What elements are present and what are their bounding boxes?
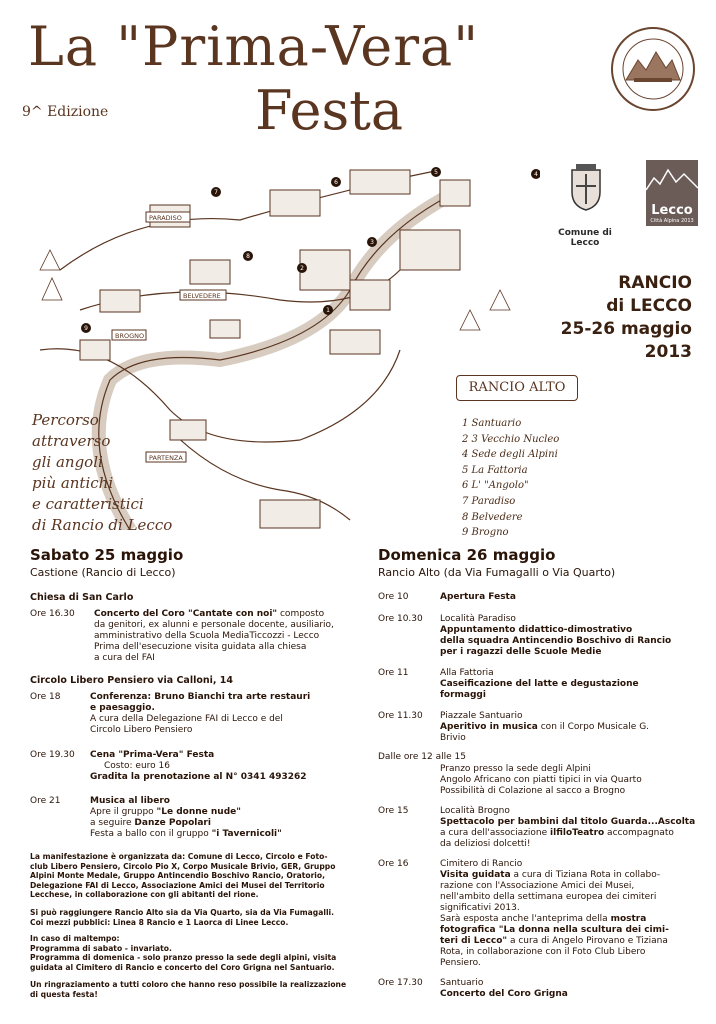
event-text: con il Corpo Musicale G. (537, 722, 650, 732)
place-line1: RANCIO (618, 273, 692, 293)
note-line: club Libero Pensiero, Circolo Pio X, Corpo Musicale Brivio, GER, Gruppo (30, 861, 336, 871)
event-title: Danze Popolari (134, 818, 211, 828)
sun-event-7 (378, 859, 698, 971)
map-label-paradiso: PARADISO (149, 214, 182, 222)
edition-label: 9^ Edizione (22, 104, 109, 120)
event-text: Apre il gruppo (90, 807, 157, 817)
note-line: La manifestazione è organizzata da: Comune di Lecco, Circolo e Foto- (30, 852, 328, 861)
event-title: fotografica "La donna nella scultura dei cimi- (440, 925, 669, 935)
event-time: Dalle ore 12 alle 15 (378, 752, 466, 762)
event-text: Brivio (440, 733, 466, 743)
event-title: Concerto del Coro "Cantate con noi" (94, 609, 278, 619)
event-text: a seguire (90, 818, 135, 828)
legend-item: 1 Santuario (462, 418, 522, 429)
transport-note (30, 908, 334, 927)
percorso-text (32, 410, 172, 536)
mountain-icon (646, 160, 698, 200)
sat-event-1 (30, 609, 360, 667)
event-text: da genitori, ex alunni e personale docente, ausiliario, (94, 620, 334, 630)
event-title: ilfiloTeatro (550, 828, 605, 838)
event-text: a cura di Tiziana Rota in collabo- (510, 870, 661, 880)
event-text: Rota, in collaborazione con il Foto Club Libero (440, 947, 646, 957)
map-number-4: 4 (534, 171, 538, 178)
percorso-line: e caratteristici (32, 495, 144, 513)
note-line: Un ringraziamento a tutti coloro che hanno reso possibile la realizzazione (30, 980, 347, 989)
event-text: a cura del FAI (94, 653, 155, 663)
percorso-line: di Rancio di Lecco (32, 516, 173, 534)
legend-item: 2 3 Vecchio Nucleo (462, 433, 560, 445)
event-time: Ore 11.30 (378, 711, 423, 721)
event-text: Piazzale Santuario (440, 711, 523, 721)
saturday-loc2: Circolo Libero Pensiero via Calloni, 14 (30, 675, 234, 686)
event-title: per i ragazzi delle Scuole Medie (440, 647, 602, 657)
map-number-1: 1 (326, 307, 330, 314)
sat-event-2 (30, 692, 360, 738)
event-title: e paesaggio. (90, 703, 155, 713)
event-text: Circolo Libero Pensiero (90, 725, 193, 735)
event-text: Festa a ballo con il gruppo (90, 829, 212, 839)
event-text: Sarà esposta anche l'anteprima della (440, 914, 611, 924)
legend-item: 4 Sede degli Alpini (462, 449, 558, 461)
legend-item: 5 La Fattoria (462, 464, 528, 476)
legend-item: 6 L' "Angolo" (462, 480, 529, 492)
event-time: Ore 21 (30, 796, 61, 806)
event-title: della squadra Antincendio Boschivo di Rancio (440, 636, 672, 646)
percorso-line: attraverso (32, 432, 111, 450)
event-text: Pensiero. (440, 958, 481, 968)
rancio-alto-title: RANCIO ALTO (456, 375, 578, 401)
event-time: Ore 15 (378, 806, 409, 816)
event-text: Cimitero di Rancio (440, 859, 523, 869)
event-title: Conferenza: Bruno Bianchi tra arte restauri (90, 692, 311, 702)
note-line: Coi mezzi pubblici: Linea 8 Rancio e 1 Laorca di Linee Lecco. (30, 917, 289, 927)
note-line: Programma di sabato - invariato. (30, 943, 172, 953)
sun-event-4 (378, 711, 698, 745)
weather-note (30, 934, 336, 972)
event-title: Appuntamento didattico-dimostrativo (440, 625, 633, 635)
event-text: a cura dell'associazione (440, 828, 551, 838)
sun-event-5 (378, 752, 698, 798)
thanks-note (30, 980, 346, 999)
event-text: composto (277, 609, 325, 619)
place-line4: 2013 (644, 342, 692, 362)
event-title: Cena "Prima-Vera" Festa (90, 750, 215, 760)
map-number-5: 5 (434, 169, 438, 176)
percorso-line: gli angoli (32, 453, 103, 471)
map-number-7: 7 (214, 189, 218, 196)
title-line2: Festa (255, 79, 404, 142)
sun-event-2 (378, 614, 698, 660)
comune-label: Comune di Lecco (558, 228, 612, 248)
lecco-logo-text: Lecco (651, 203, 693, 218)
note-line: Alpini Monte Medale, Gruppo Antincendio Boschivo Rancio, Oratorio, (30, 871, 326, 881)
event-title: Apertura Festa (440, 592, 516, 602)
event-time: Ore 17.30 (378, 978, 423, 988)
event-text: Prima dell'esecuzione visita guidata alla chiesa (94, 642, 307, 652)
event-text: nell'ambito della settimana europea dei cimiteri (440, 892, 657, 902)
event-title: Gradita la prenotazione al N° 0341 493262 (90, 772, 307, 782)
event-text: Località Paradiso (440, 614, 516, 624)
event-text: accompagnato (604, 828, 674, 838)
event-text: Alla Fattoria (440, 668, 494, 678)
saturday-location: Castione (Rancio di Lecco) (30, 566, 176, 579)
event-title: Visita guidata (440, 870, 511, 880)
event-text: Santuario (440, 978, 484, 988)
saturday-loc1: Chiesa di San Carlo (30, 592, 134, 603)
event-time: Ore 10.30 (378, 614, 423, 624)
event-title: Caseificazione del latte e degustazione (440, 679, 639, 689)
event-time: Ore 10 (378, 592, 409, 602)
sunday-location: Rancio Alto (da Via Fumagalli o Via Quarto) (378, 566, 616, 579)
note-line: Lecchese, in collaborazione con gli abitanti del rione. (30, 890, 259, 900)
legend-item: 8 Belvedere (462, 511, 523, 523)
note-line: di questa festa! (30, 989, 98, 999)
sun-event-1 (378, 592, 698, 604)
event-text: significativi 2013. (440, 903, 520, 913)
event-text: Angolo Africano con piatti tipici in via Quarto (440, 775, 642, 785)
note-line: In caso di maltempo: (30, 934, 120, 943)
event-text: A cura della Delegazione FAI di Lecco e del (90, 714, 283, 724)
map-number-2: 2 (300, 265, 304, 272)
legend-item: 7 Paradiso (462, 495, 516, 507)
event-title: Concerto del Coro Grigna (440, 989, 568, 999)
event-time: Ore 19.30 (30, 750, 75, 760)
map-number-3: 3 (370, 239, 374, 246)
map-number-6: 6 (334, 179, 338, 186)
title-line1: La "Prima-Vera" (28, 15, 480, 78)
map-label-brogno: BROGNO (115, 332, 145, 340)
percorso-line: più antichi (32, 474, 114, 492)
sun-event-6 (378, 806, 698, 852)
event-text: Costo: euro 16 (104, 761, 170, 771)
event-time: Ore 11 (378, 668, 409, 678)
map-label-belvedere: BELVEDERE (183, 292, 221, 300)
event-time: Ore 18 (30, 692, 61, 702)
sunday-heading: Domenica 26 maggio (378, 546, 556, 564)
sat-event-3 (30, 750, 360, 786)
comune-crest-icon (566, 162, 606, 212)
event-title: formaggi (440, 690, 486, 700)
event-title: Aperitivo in musica (440, 722, 538, 732)
event-title: mostra (610, 914, 647, 924)
percorso-line: Percorso (32, 411, 99, 429)
event-time: Ore 16 (378, 859, 409, 869)
event-title: "i Tavernicoli" (211, 829, 282, 839)
event-place-date (561, 272, 692, 364)
sat-event-4 (30, 796, 360, 842)
event-title: teri di Lecco" (440, 936, 508, 946)
sun-event-3 (378, 668, 698, 702)
event-time: Ore 16.30 (30, 609, 75, 619)
map-label-partenza: PARTENZA (149, 454, 183, 462)
place-line2: di LECCO (606, 296, 692, 316)
map-number-9: 9 (84, 325, 88, 332)
event-text: amministrativo della Scuola MediaTiccozzi - Lecco (94, 631, 320, 641)
festa-logo (610, 26, 696, 112)
event-text: Possibilità di Colazione al sacco a Brogno (440, 786, 626, 796)
legend-item: 9 Brogno (462, 527, 509, 539)
event-text: a cura di Angelo Pirovano e Tiziana (507, 936, 668, 946)
event-text: Pranzo presso la sede degli Alpini (440, 764, 591, 774)
event-text: da deliziosi dolcetti! (440, 839, 531, 849)
event-text: razione con l'Associazione Amici dei Musei, (440, 881, 635, 891)
sun-event-8 (378, 978, 698, 1002)
map-number-8: 8 (246, 253, 250, 260)
place-line3: 25-26 maggio (560, 319, 692, 339)
lecco-citta-alpina-logo (646, 160, 698, 226)
event-text: Località Brogno (440, 806, 510, 816)
note-line: Si può raggiungere Rancio Alto sia da Via Quarto, sia da Via Fumagalli. (30, 908, 335, 917)
note-line: guidata al Cimitero di Rancio e concerto del Coro Grigna nel Santuario. (30, 962, 335, 972)
note-line: Programma di domenica - solo pranzo presso la sede degli alpini, visita (30, 953, 337, 963)
saturday-heading: Sabato 25 maggio (30, 546, 184, 564)
citta-alpina-label: Città Alpina 2013 (650, 218, 694, 224)
organizers-note (30, 852, 335, 900)
rancio-alto-legend (462, 416, 559, 541)
note-line: Delegazione FAI di Lecco, Associazione Amici dei Musei del Territorio (30, 880, 325, 890)
event-title: Spettacolo per bambini dal titolo Guarda...Ascolta (440, 817, 696, 827)
event-title: Musica al libero (90, 796, 170, 806)
event-title: "Le donne nude" (156, 807, 241, 817)
